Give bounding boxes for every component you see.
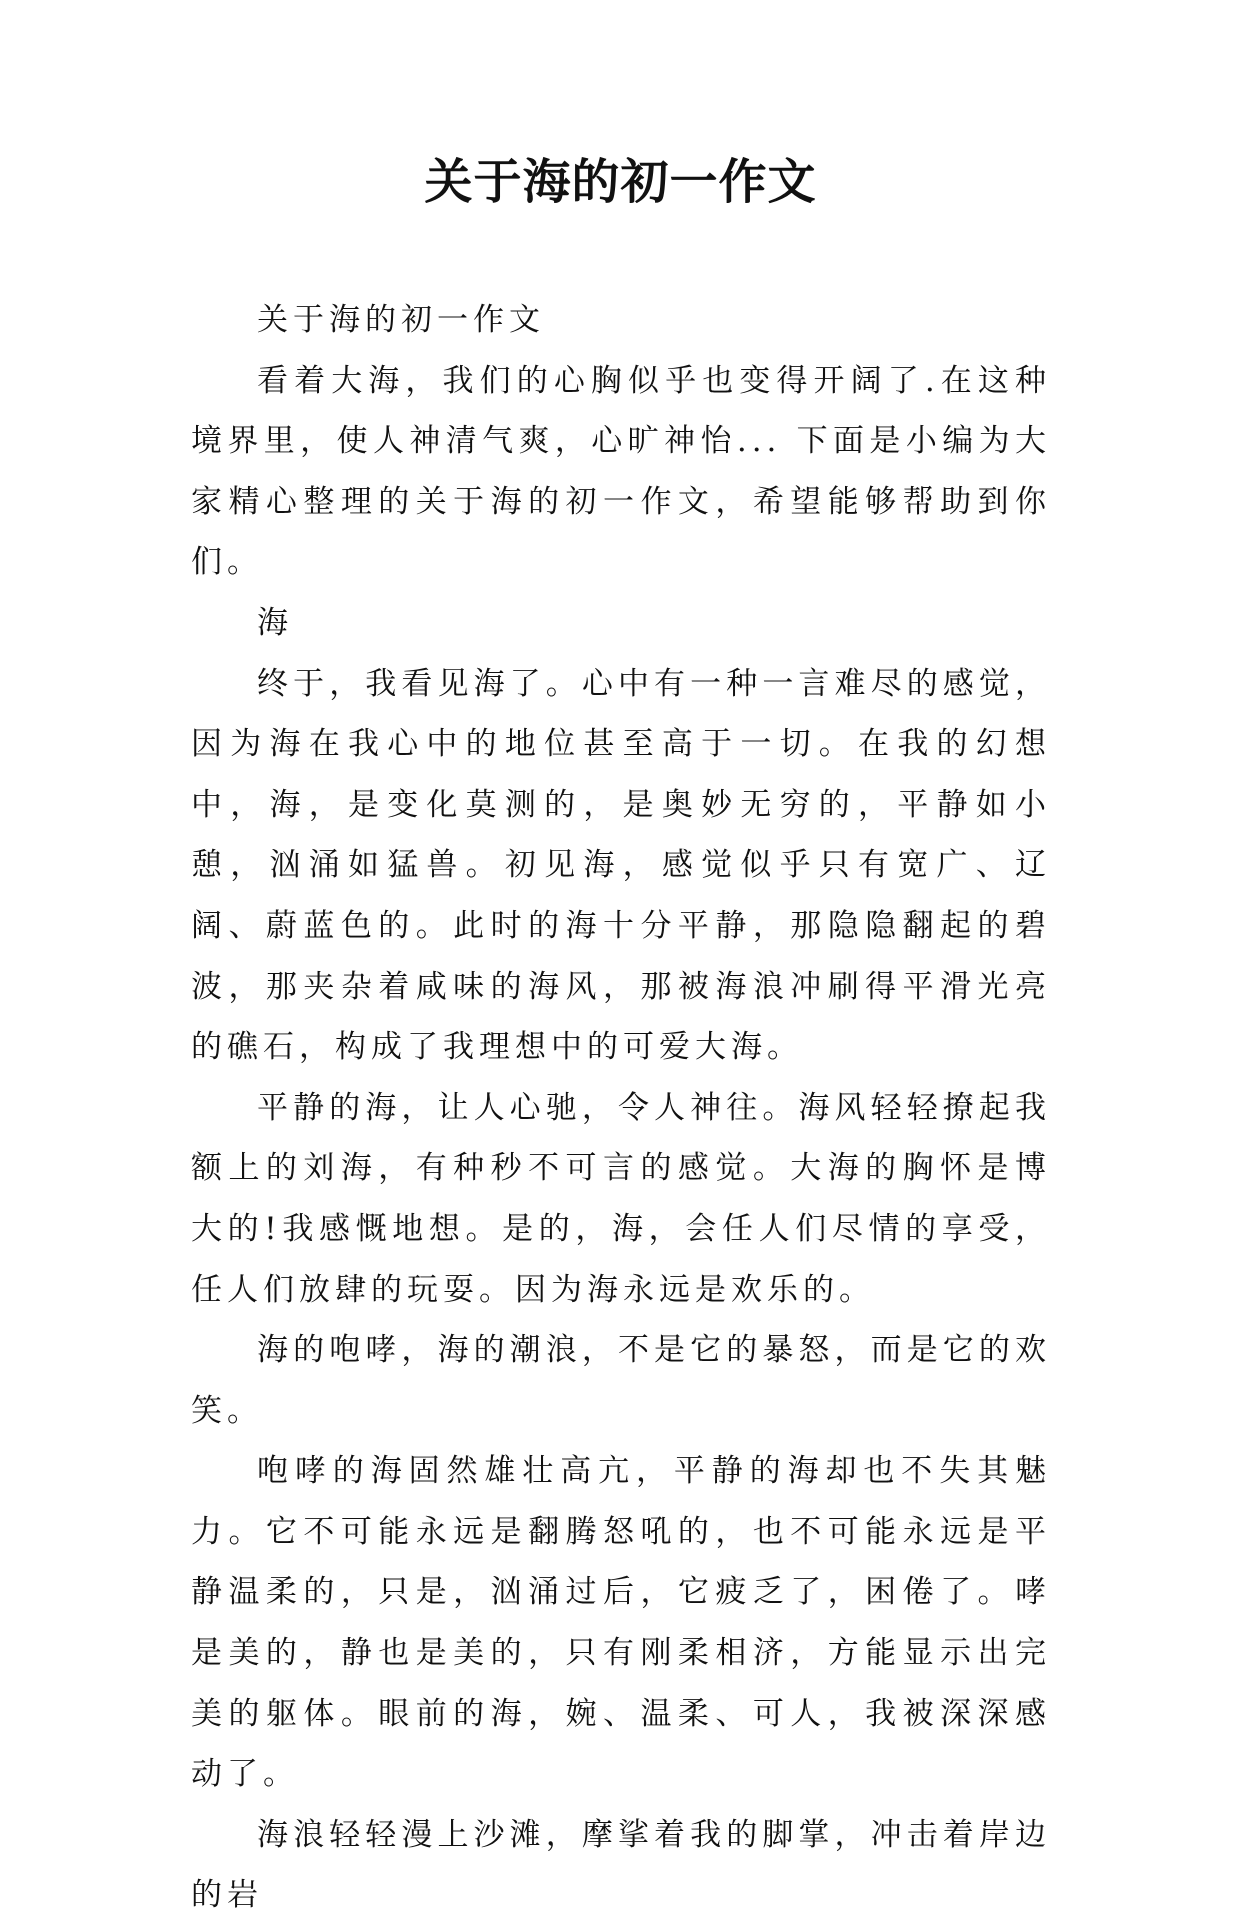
document-title: 关于海的初一作文 bbox=[424, 154, 817, 210]
paragraph-body: 终于，我看见海了。心中有一种一言难尽的感觉，因为海在我心中的地位甚至高于一切。在我的幻想中，海，是变化莫测的，是奥妙无穷的，平静如小憩，汹涌如猛兽。初见海，感觉似乎只有宽广、辽阔、蔚蓝色的。此时的海十分平静，那隐隐翻起的碧波，那夹杂着咸味的海风，那被海浪冲刷得平滑光亮的礁石，构成了我理想中的可爱大海。 bbox=[191, 665, 1051, 1066]
paragraph-intro: 看着大海，我们的心胸似乎也变得开阔了.在这种境界里，使人神清气爽，心旷神怡... 下面是小编为大家精心整理的关于海的初一作文，希望能够帮助到你们。 bbox=[191, 362, 1051, 581]
paragraph-body: 海浪轻轻漫上沙滩，摩挲着我的脚掌，冲击着岸边的岩 bbox=[191, 1816, 1051, 1914]
paragraph-section-heading: 海 bbox=[257, 604, 293, 641]
document-body bbox=[191, 290, 1051, 1926]
paragraph-subtitle: 关于海的初一作文 bbox=[257, 302, 545, 338]
paragraph-body: 海的咆哮，海的潮浪，不是它的暴怒，而是它的欢笑。 bbox=[191, 1332, 1051, 1429]
paragraph-body: 咆哮的海固然雄壮高亢，平静的海却也不失其魅力。它不可能永远是翻腾怒吼的，也不可能永远是平静温柔的，只是，汹涌过后，它疲乏了，困倦了。哮是美的，静也是美的，只有刚柔相济，方能显示出完美的躯体。眼前的海，婉、温柔、可人，我被深深感动了。 bbox=[191, 1453, 1051, 1793]
paragraph-body: 平静的海，让人心驰，令人神往。海风轻轻撩起我额上的刘海，有种秒不可言的感觉。大海的胸怀是博大的!我感慨地想。是的，海，会任人们尽情的享受，任人们放肆的玩耍。因为海永远是欢乐的。 bbox=[191, 1089, 1051, 1308]
